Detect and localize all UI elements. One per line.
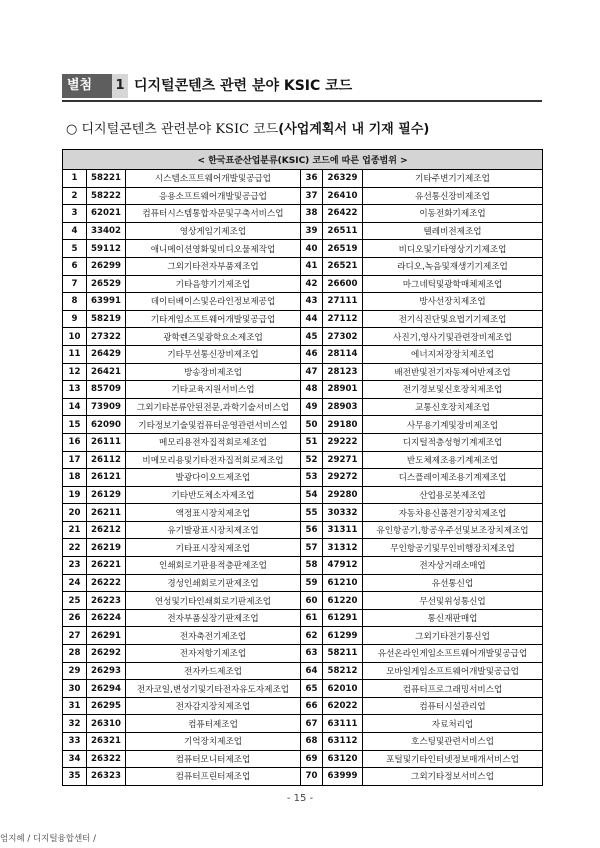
table-row <box>63 222 543 240</box>
row-number: 50 <box>301 416 323 434</box>
row-number: 24 <box>63 574 87 592</box>
row-number: 22 <box>63 539 87 557</box>
row-number: 39 <box>301 222 323 240</box>
ksic-code: 63112 <box>323 733 363 751</box>
ksic-code: 26299 <box>87 257 126 275</box>
ksic-code: 26521 <box>323 257 363 275</box>
row-number: 28 <box>63 645 87 663</box>
ksic-code: 26291 <box>87 627 126 645</box>
industry-name: 무인항공기및무인비행장치제조업 <box>363 539 543 557</box>
ksic-code: 26293 <box>87 662 126 680</box>
industry-name: 텔레비전제조업 <box>363 222 543 240</box>
ksic-code: 26410 <box>323 187 363 205</box>
ksic-code: 27112 <box>323 310 363 328</box>
intro-required-note: (사업계획서 내 기재 필수) <box>278 122 430 137</box>
row-number: 21 <box>63 521 87 539</box>
row-number: 37 <box>301 187 323 205</box>
table-row <box>63 416 543 434</box>
ksic-code: 29280 <box>323 486 363 504</box>
row-number: 4 <box>63 222 87 240</box>
row-number: 8 <box>63 293 87 311</box>
intro-text: 디지털콘텐츠 관련분야 KSIC 코드 <box>81 122 279 137</box>
ksic-code: 28114 <box>323 345 363 363</box>
ksic-code: 26221 <box>87 557 126 575</box>
row-number: 47 <box>301 363 323 381</box>
table-row <box>63 205 543 223</box>
industry-name: 기타교육지원서비스업 <box>126 381 301 399</box>
ksic-code: 27302 <box>323 328 363 346</box>
row-number: 13 <box>63 381 87 399</box>
industry-name: 유선온라인게임소프트웨어개발및공급업 <box>363 645 543 663</box>
ksic-table <box>62 149 543 786</box>
ksic-code: 26529 <box>87 275 126 293</box>
row-number: 18 <box>63 469 87 487</box>
industry-name: 발광다이오드제조업 <box>126 469 301 487</box>
ksic-code: 26429 <box>87 345 126 363</box>
industry-name: 그외기타전자부품제조업 <box>126 257 301 275</box>
table-row <box>63 592 543 610</box>
table-row <box>63 187 543 205</box>
ksic-code: 30332 <box>323 504 363 522</box>
industry-name: 전자상거래소매업 <box>363 557 543 575</box>
row-number: 23 <box>63 557 87 575</box>
industry-name: 인쇄회로기판용적층판제조업 <box>126 557 301 575</box>
ksic-code: 63991 <box>87 293 126 311</box>
ksic-code: 26129 <box>87 486 126 504</box>
ksic-code: 31311 <box>323 521 363 539</box>
ksic-code: 28903 <box>323 398 363 416</box>
ksic-code: 28901 <box>323 381 363 399</box>
ksic-code: 26329 <box>323 170 363 188</box>
industry-name: 라디오,녹음및재생기기제조업 <box>363 257 543 275</box>
row-number: 68 <box>301 733 323 751</box>
ksic-code: 29272 <box>323 469 363 487</box>
industry-name: 컴퓨터시설관리업 <box>363 697 543 715</box>
ksic-code: 26422 <box>323 205 363 223</box>
row-number: 16 <box>63 433 87 451</box>
row-number: 9 <box>63 310 87 328</box>
row-number: 12 <box>63 363 87 381</box>
table-row <box>63 715 543 733</box>
industry-name: 자동차용신품전기장치제조업 <box>363 504 543 522</box>
row-number: 25 <box>63 592 87 610</box>
row-number: 40 <box>301 240 323 258</box>
industry-name: 비메모리용및기타전자집적회로제조업 <box>126 451 301 469</box>
row-number: 35 <box>63 768 87 786</box>
table-row <box>63 645 543 663</box>
ksic-code: 58212 <box>323 662 363 680</box>
row-number: 41 <box>301 257 323 275</box>
ksic-code: 26222 <box>87 574 126 592</box>
industry-name: 유선통신업 <box>363 574 543 592</box>
table-row <box>63 170 543 188</box>
table-row <box>63 662 543 680</box>
row-number: 42 <box>301 275 323 293</box>
row-number: 5 <box>63 240 87 258</box>
ksic-code: 29180 <box>323 416 363 434</box>
table-row <box>63 521 543 539</box>
row-number: 53 <box>301 469 323 487</box>
industry-name: 그외기타정보서비스업 <box>363 768 543 786</box>
industry-name: 배전반및전기자동제어반제조업 <box>363 363 543 381</box>
industry-name: 애니메이션영화및비디오물제작업 <box>126 240 301 258</box>
industry-name: 유인항공기,항공우주선및보조장치제조업 <box>363 521 543 539</box>
row-number: 17 <box>63 451 87 469</box>
ksic-code: 26292 <box>87 645 126 663</box>
bullet-icon: ○ <box>66 122 78 137</box>
row-number: 58 <box>301 557 323 575</box>
ksic-code: 27111 <box>323 293 363 311</box>
industry-name: 전자카드제조업 <box>126 662 301 680</box>
ksic-code: 62090 <box>87 416 126 434</box>
industry-name: 모바일게임소프트웨어개발및공급업 <box>363 662 543 680</box>
table-row <box>63 733 543 751</box>
industry-name: 경성인쇄회로기판제조업 <box>126 574 301 592</box>
industry-name: 기타음향기기제조업 <box>126 275 301 293</box>
row-number: 70 <box>301 768 323 786</box>
industry-name: 전기식진단및요법기기제조업 <box>363 310 543 328</box>
row-number: 38 <box>301 205 323 223</box>
table-row <box>63 328 543 346</box>
table-row <box>63 504 543 522</box>
industry-name: 전자감지장치제조업 <box>126 697 301 715</box>
industry-name: 컴퓨터모니터제조업 <box>126 750 301 768</box>
industry-name: 기타반도체소자제조업 <box>126 486 301 504</box>
industry-name: 기타주변기기제조업 <box>363 170 543 188</box>
industry-name: 기타정보기술및컴퓨터운영관련서비스업 <box>126 416 301 434</box>
industry-name: 액정표시장치제조업 <box>126 504 301 522</box>
row-number: 65 <box>301 680 323 698</box>
ksic-code: 26321 <box>87 733 126 751</box>
industry-name: 자료처리업 <box>363 715 543 733</box>
row-number: 62 <box>301 627 323 645</box>
industry-name: 컴퓨터프로그래밍서비스업 <box>363 680 543 698</box>
annex-tag: 별첨 <box>62 74 112 98</box>
ksic-code: 29222 <box>323 433 363 451</box>
industry-name: 포털및기타인터넷정보매개서비스업 <box>363 750 543 768</box>
ksic-code: 26295 <box>87 697 126 715</box>
ksic-code: 26600 <box>323 275 363 293</box>
row-number: 36 <box>301 170 323 188</box>
annex-number: 1 <box>112 74 128 98</box>
annex-title: 디지털콘텐츠 관련 분야 KSIC 코드 <box>134 78 353 94</box>
table-row <box>63 257 543 275</box>
industry-name: 유기발광표시장치제조업 <box>126 521 301 539</box>
ksic-code: 63999 <box>323 768 363 786</box>
table-row <box>63 240 543 258</box>
industry-name: 사진기,영사기및관련장비제조업 <box>363 328 543 346</box>
ksic-code: 26223 <box>87 592 126 610</box>
ksic-code: 26112 <box>87 451 126 469</box>
row-number: 19 <box>63 486 87 504</box>
row-number: 29 <box>63 662 87 680</box>
row-number: 59 <box>301 574 323 592</box>
table-row <box>63 363 543 381</box>
industry-name: 컴퓨터제조업 <box>126 715 301 733</box>
row-number: 14 <box>63 398 87 416</box>
table-row <box>63 574 543 592</box>
row-number: 27 <box>63 627 87 645</box>
ksic-code: 58211 <box>323 645 363 663</box>
ksic-code: 33402 <box>87 222 126 240</box>
row-number: 34 <box>63 750 87 768</box>
ksic-code: 26121 <box>87 469 126 487</box>
industry-name: 전자축전기제조업 <box>126 627 301 645</box>
table-row <box>63 609 543 627</box>
industry-name: 산업용로봇제조업 <box>363 486 543 504</box>
ksic-code: 26219 <box>87 539 126 557</box>
row-number: 49 <box>301 398 323 416</box>
row-number: 45 <box>301 328 323 346</box>
row-number: 63 <box>301 645 323 663</box>
table-row <box>63 433 543 451</box>
row-number: 20 <box>63 504 87 522</box>
industry-name: 반도체제조용기계제조업 <box>363 451 543 469</box>
row-number: 6 <box>63 257 87 275</box>
row-number: 43 <box>301 293 323 311</box>
row-number: 30 <box>63 680 87 698</box>
row-number: 67 <box>301 715 323 733</box>
table-row <box>63 557 543 575</box>
annex-header <box>62 74 542 98</box>
industry-name: 전기경보및신호장치제조업 <box>363 381 543 399</box>
ksic-code: 26294 <box>87 680 126 698</box>
industry-name: 유선통신장비제조업 <box>363 187 543 205</box>
industry-name: 기억장치제조업 <box>126 733 301 751</box>
row-number: 1 <box>63 170 87 188</box>
table-row <box>63 275 543 293</box>
row-number: 32 <box>63 715 87 733</box>
row-number: 11 <box>63 345 87 363</box>
industry-name: 사무용기계및장비제조업 <box>363 416 543 434</box>
industry-name: 기타게임소프트웨어개발및공급업 <box>126 310 301 328</box>
industry-name: 방송장비제조업 <box>126 363 301 381</box>
table-row <box>63 486 543 504</box>
table-row <box>63 469 543 487</box>
ksic-code: 59112 <box>87 240 126 258</box>
industry-name: 컴퓨터프린터제조업 <box>126 768 301 786</box>
table-caption: < 한국표준산업분류(KSIC) 코드에 따른 업종범위 > <box>63 150 543 170</box>
industry-name: 방사선장치제조업 <box>363 293 543 311</box>
table-row <box>63 680 543 698</box>
row-number: 33 <box>63 733 87 751</box>
table-row <box>63 381 543 399</box>
ksic-code: 63111 <box>323 715 363 733</box>
table-body <box>63 170 543 786</box>
table-row <box>63 750 543 768</box>
row-number: 61 <box>301 609 323 627</box>
ksic-code: 31312 <box>323 539 363 557</box>
row-number: 7 <box>63 275 87 293</box>
ksic-code: 47912 <box>323 557 363 575</box>
industry-name: 컴퓨터시스템통합자문및구축서비스업 <box>126 205 301 223</box>
ksic-code: 26212 <box>87 521 126 539</box>
table-row <box>63 627 543 645</box>
ksic-code: 85709 <box>87 381 126 399</box>
table-row <box>63 293 543 311</box>
table-row <box>63 697 543 715</box>
row-number: 54 <box>301 486 323 504</box>
row-number: 44 <box>301 310 323 328</box>
row-number: 60 <box>301 592 323 610</box>
ksic-code: 26323 <box>87 768 126 786</box>
ksic-code: 58219 <box>87 310 126 328</box>
industry-name: 그외기타분류안된전문,과학기술서비스업 <box>126 398 301 416</box>
footer-text: 엄지혜 / 디지털융합센터 / <box>0 834 96 844</box>
industry-name: 비디오및기타영상기기제조업 <box>363 240 543 258</box>
row-number: 55 <box>301 504 323 522</box>
industry-name: 무선및위성통신업 <box>363 592 543 610</box>
industry-name: 기타무선통신장비제조업 <box>126 345 301 363</box>
industry-name: 전자코일,변성기및기타전자유도자제조업 <box>126 680 301 698</box>
ksic-code: 62010 <box>323 680 363 698</box>
industry-name: 광학렌즈및광학요소제조업 <box>126 328 301 346</box>
row-number: 2 <box>63 187 87 205</box>
row-number: 3 <box>63 205 87 223</box>
ksic-code: 29271 <box>323 451 363 469</box>
row-number: 57 <box>301 539 323 557</box>
ksic-code: 61299 <box>323 627 363 645</box>
row-number: 15 <box>63 416 87 434</box>
ksic-code: 26224 <box>87 609 126 627</box>
row-number: 66 <box>301 697 323 715</box>
table-row <box>63 539 543 557</box>
ksic-code: 26421 <box>87 363 126 381</box>
row-number: 64 <box>301 662 323 680</box>
ksic-code: 73909 <box>87 398 126 416</box>
industry-name: 마그네틱및광학매체제조업 <box>363 275 543 293</box>
row-number: 69 <box>301 750 323 768</box>
intro-line <box>66 118 429 137</box>
table-row <box>63 345 543 363</box>
industry-name: 시스템소프트웨어개발및공급업 <box>126 170 301 188</box>
ksic-code: 27322 <box>87 328 126 346</box>
industry-name: 디지털적층성형기계제조업 <box>363 433 543 451</box>
ksic-code: 63120 <box>323 750 363 768</box>
ksic-code: 26519 <box>323 240 363 258</box>
ksic-code: 28123 <box>323 363 363 381</box>
table-row <box>63 398 543 416</box>
row-number: 10 <box>63 328 87 346</box>
industry-name: 호스팅및관련서비스업 <box>363 733 543 751</box>
ksic-code: 61220 <box>323 592 363 610</box>
table-row <box>63 310 543 328</box>
industry-name: 통신재판매업 <box>363 609 543 627</box>
industry-name: 연성및기타인쇄회로기판제조업 <box>126 592 301 610</box>
ksic-code: 26211 <box>87 504 126 522</box>
table-row <box>63 768 543 786</box>
industry-name: 에너지저장장치제조업 <box>363 345 543 363</box>
row-number: 52 <box>301 451 323 469</box>
ksic-code: 26111 <box>87 433 126 451</box>
industry-name: 메모리용전자집적회로제조업 <box>126 433 301 451</box>
industry-name: 전자저항기제조업 <box>126 645 301 663</box>
row-number: 56 <box>301 521 323 539</box>
row-number: 51 <box>301 433 323 451</box>
industry-name: 영상게임기제조업 <box>126 222 301 240</box>
header-rule <box>62 100 542 102</box>
table-row <box>63 451 543 469</box>
ksic-code: 62021 <box>87 205 126 223</box>
row-number: 46 <box>301 345 323 363</box>
industry-name: 디스플레이제조용기계제조업 <box>363 469 543 487</box>
row-number: 31 <box>63 697 87 715</box>
ksic-code: 58221 <box>87 170 126 188</box>
row-number: 26 <box>63 609 87 627</box>
industry-name: 교통신호장치제조업 <box>363 398 543 416</box>
ksic-code: 62022 <box>323 697 363 715</box>
industry-name: 이동전화기제조업 <box>363 205 543 223</box>
ksic-code: 61210 <box>323 574 363 592</box>
page-number: - 15 - <box>286 793 314 804</box>
industry-name: 응용소프트웨어개발및공급업 <box>126 187 301 205</box>
industry-name: 전자부품실장기판제조업 <box>126 609 301 627</box>
ksic-code: 26511 <box>323 222 363 240</box>
industry-name: 기타표시장치제조업 <box>126 539 301 557</box>
ksic-code: 61291 <box>323 609 363 627</box>
ksic-code: 26322 <box>87 750 126 768</box>
industry-name: 데이터베이스및온라인정보제공업 <box>126 293 301 311</box>
row-number: 48 <box>301 381 323 399</box>
ksic-code: 58222 <box>87 187 126 205</box>
ksic-code: 26310 <box>87 715 126 733</box>
industry-name: 그외기타전기통신업 <box>363 627 543 645</box>
